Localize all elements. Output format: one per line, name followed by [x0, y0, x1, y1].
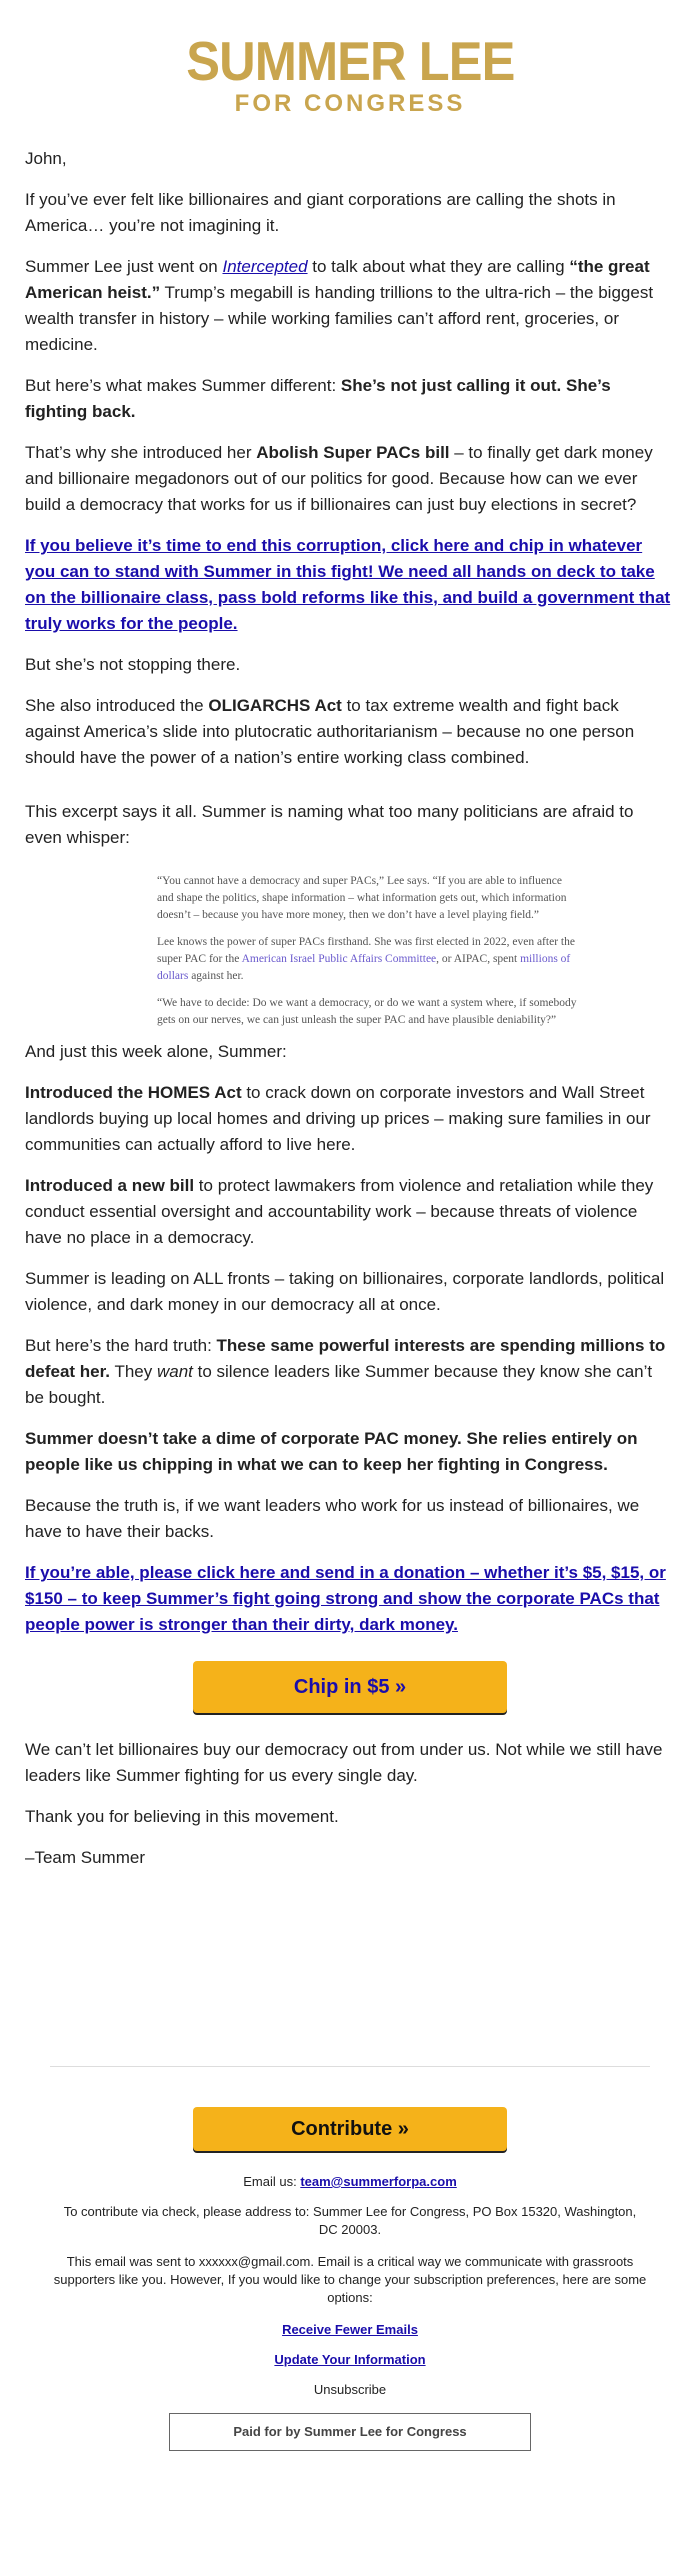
quote-paragraph-3: “We have to decide: Do we want a democracy, or do we want a system where, if somebody gets on our nerves, we can just unleash the super PAC and have plausible deniability?”	[157, 997, 577, 1026]
text: She also introduced the	[25, 696, 209, 715]
footer-notice: This email was sent to xxxxxx@gmail.com. Email is a critical way we communicate with grassroots supporters like you. However, If you would like to change your subscription preferences, here are some options:	[53, 2254, 647, 2305]
millions-link[interactable]: millions of dollars	[157, 953, 571, 982]
paragraph-4	[25, 440, 675, 518]
quote-paragraph-2	[157, 934, 577, 985]
text: Lee knows the power of super PACs firsthand. She was first elected in 2022, even after the super PAC for the	[157, 936, 575, 965]
bold-text: “the great American heist.”	[25, 257, 650, 302]
greeting: John,	[25, 149, 67, 168]
bold-text: Abolish Super PACs bill	[256, 443, 450, 462]
text: to talk about what they are calling	[307, 257, 570, 276]
paragraph-1: If you’ve ever felt like billionaires and giant corporations are calling the shots in America… you’re not imagining it.	[25, 190, 616, 235]
paragraph-13: Summer doesn’t take a dime of corporate PAC money. She relies entirely on people like us chipping in what we can to keep her fighting in Congress.	[25, 1429, 638, 1474]
footer-email-line	[40, 2173, 660, 2191]
signoff: –Team Summer	[25, 1848, 145, 1867]
footer-link-row-3	[40, 2381, 660, 2399]
unsubscribe-link[interactable]: Unsubscribe	[313, 2382, 387, 2397]
cta-paragraph-1	[25, 533, 675, 637]
footer-link-row-2	[40, 2351, 660, 2369]
italic-text: want	[156, 1362, 193, 1381]
update-information-link[interactable]: Update Your Information	[274, 2352, 426, 2367]
paragraph-3	[25, 373, 675, 425]
bold-text: Introduced a new bill	[25, 1176, 195, 1195]
text: against her.	[188, 970, 244, 982]
donate-link-1[interactable]: If you believe it’s time to end this corruption, click here and chip in whatever you can to stand with Summer in this fight! We need all hands on deck to take on the billionaire class, pass bold reforms like this, and build a government that truly works for the people.	[25, 536, 671, 633]
aipac-link[interactable]: American Israel Public Affairs Committee	[241, 953, 437, 965]
chip-in-button[interactable]: Chip in $5 »	[193, 1661, 507, 1713]
paid-for-disclaimer: Paid for by Summer Lee for Congress	[169, 2413, 531, 2451]
text: That’s why she introduced her	[25, 443, 257, 462]
footer-button-row	[0, 2067, 700, 2151]
footer-address: To contribute via check, please address to: Summer Lee for Congress, PO Box 15320, Washington, DC 20003.	[63, 2204, 637, 2237]
email-content	[0, 112, 700, 1871]
text: to crack down on corporate investors and Wall Street landlords buying up local homes and driving up prices – making sure families in our communities can actually afford to live here.	[25, 1083, 651, 1154]
text: They	[110, 1362, 157, 1381]
paragraph-6	[25, 693, 675, 771]
bold-text: These same powerful interests are spending millions to defeat her.	[25, 1336, 666, 1381]
footer-link-row-1	[40, 2321, 660, 2339]
cta-paragraph-2	[25, 1560, 675, 1638]
text: Trump’s megabill is handing trillions to the ultra-rich – the biggest wealth transfer in history – while working families can’t afford rent, groceries, or medicine.	[25, 283, 654, 354]
paragraph-9	[25, 1080, 675, 1158]
text: – to finally get dark money and billionaire megadonors out of our politics for good. Because how can we ever build a democracy that works for us if billionaires can just buy elections in secret?	[25, 443, 653, 514]
email-link[interactable]: team@summerforpa.com	[300, 2174, 457, 2189]
paragraph-8: And just this week alone, Summer:	[25, 1042, 287, 1061]
text: , or AIPAC, spent	[436, 953, 521, 965]
button-row-1	[25, 1653, 675, 1737]
bold-text: She’s not just calling it out. She’s fighting back.	[25, 376, 611, 421]
receive-fewer-emails-link[interactable]: Receive Fewer Emails	[282, 2322, 418, 2337]
campaign-logo	[0, 0, 700, 117]
logo-top-text: SUMMER LEE	[185, 30, 515, 92]
paragraph-16: Thank you for believing in this movement.	[25, 1807, 339, 1826]
contribute-button[interactable]: Contribute »	[193, 2107, 507, 2151]
text: Summer Lee just went on	[25, 257, 223, 276]
paragraph-15: We can’t let billionaires buy our democracy out from under us. Not while we still have leaders like Summer fighting for us every single day.	[25, 1740, 663, 1785]
paragraph-2	[25, 254, 675, 358]
text: But here’s the hard truth:	[25, 1336, 217, 1355]
text: to tax extreme wealth and fight back against America’s slide into plutocratic authoritarianism – because no one person should have the power of a nation’s entire working class combined.	[25, 696, 635, 767]
email-label: Email us:	[243, 2174, 301, 2189]
donate-link-2[interactable]: If you’re able, please click here and send in a donation – whether it’s $5, $15, or $150 – to keep Summer’s fight going strong and show the corporate PACs that people power is stronger than their dirty, dark money.	[25, 1563, 666, 1634]
excerpt-quote	[157, 873, 577, 1029]
paragraph-5: But she’s not stopping there.	[25, 655, 241, 674]
spacer	[0, 1886, 700, 2066]
logo-bottom-text: FOR CONGRESS	[234, 90, 466, 117]
footer	[0, 2151, 700, 2451]
intercepted-link[interactable]: Intercepted	[222, 257, 308, 276]
paragraph-12	[25, 1333, 675, 1411]
quote-paragraph-1: “You cannot have a democracy and super PACs,” Lee says. “If you are able to influence and shape the politics, shape information – what information gets out, which information doesn’t – because you have more money, then we don’t have a level playing field.”	[157, 875, 567, 921]
text: to silence leaders like Summer because they know she can’t be bought.	[25, 1362, 653, 1407]
paragraph-11: Summer is leading on ALL fronts – taking on billionaires, corporate landlords, political violence, and dark money in our democracy all at once.	[25, 1269, 665, 1314]
paragraph-10	[25, 1173, 675, 1251]
text: But here’s what makes Summer different:	[25, 376, 341, 395]
bold-text: Introduced the HOMES Act	[25, 1083, 242, 1102]
text: to protect lawmakers from violence and retaliation while they conduct essential oversight and accountability work – because threats of violence have no place in a democracy.	[25, 1176, 654, 1247]
paragraph-7: This excerpt says it all. Summer is naming what too many politicians are afraid to even whisper:	[25, 802, 634, 847]
bold-text: OLIGARCHS Act	[208, 696, 342, 715]
paragraph-14: Because the truth is, if we want leaders who work for us instead of billionaires, we have to have their backs.	[25, 1496, 640, 1541]
